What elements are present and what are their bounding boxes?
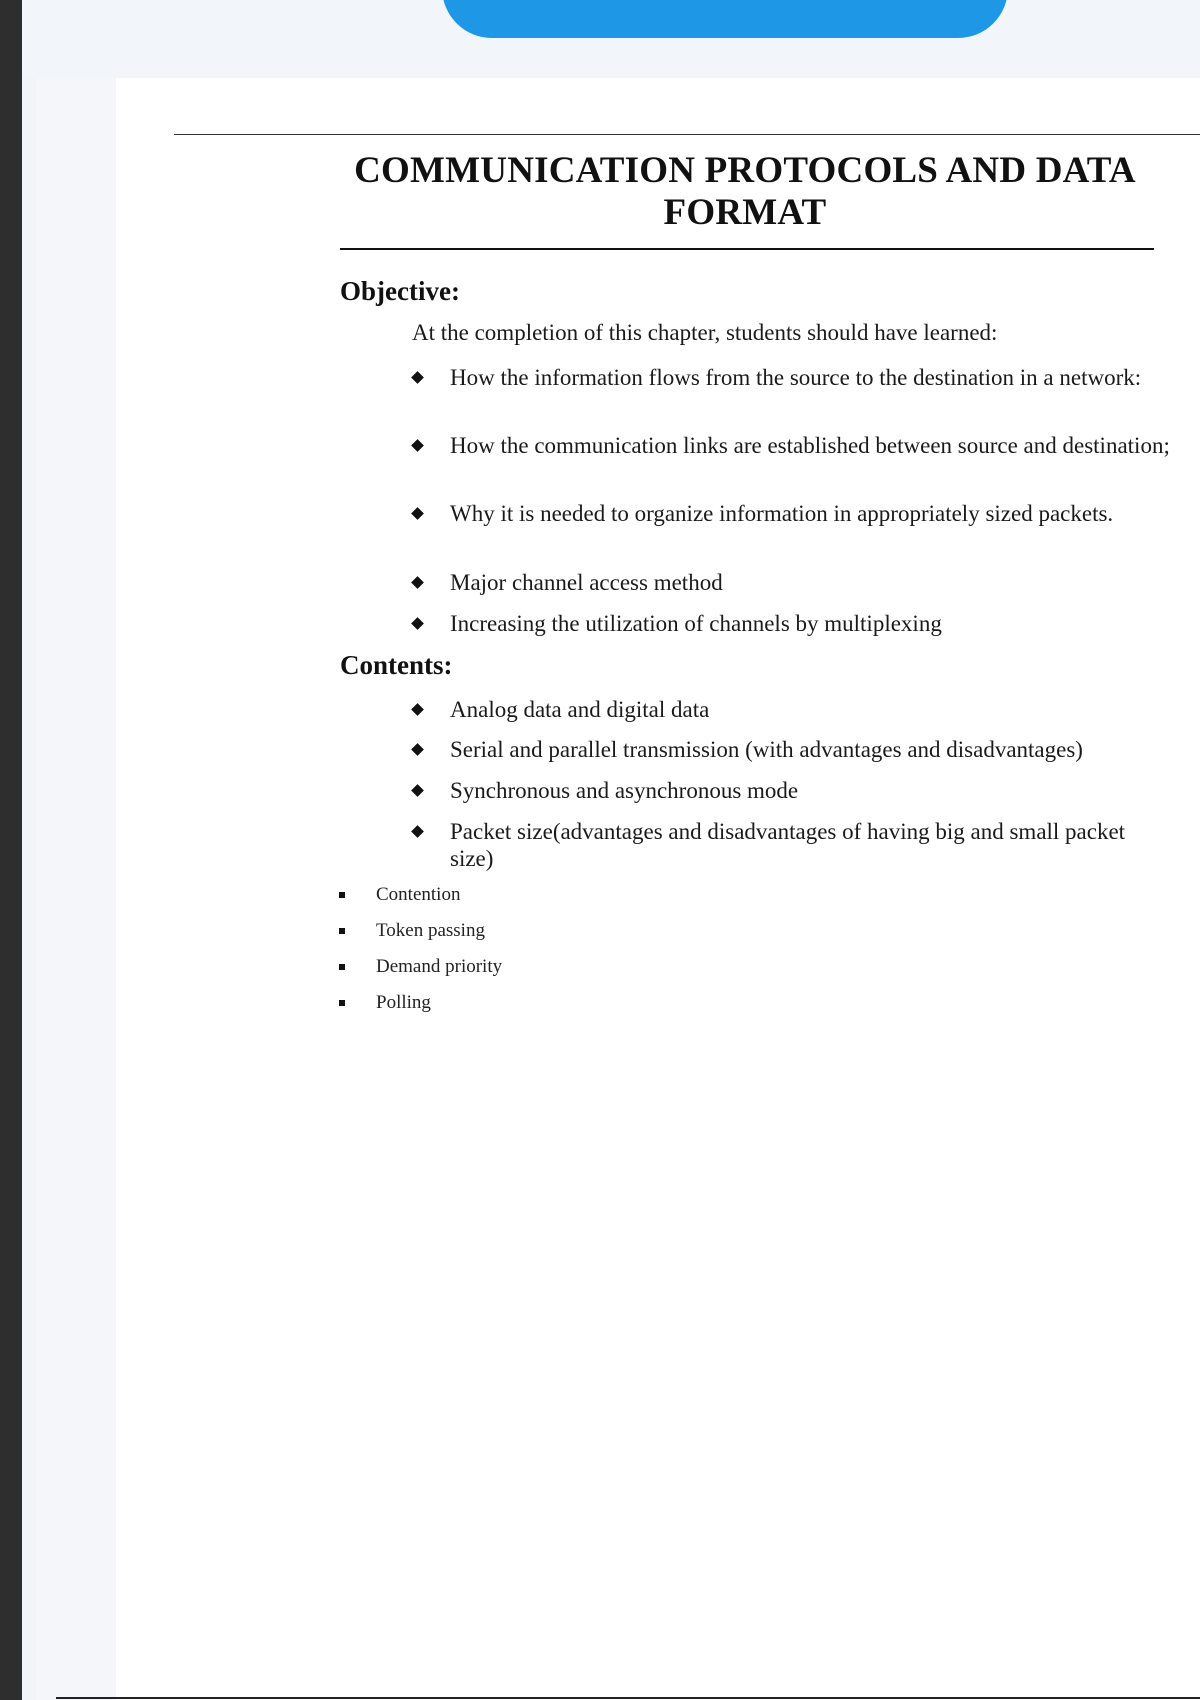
- list-item: Token passing: [338, 920, 502, 956]
- title-underline: [340, 248, 1154, 250]
- list-item: Analog data and digital data: [410, 696, 1190, 723]
- diamond-bullet-icon: [411, 439, 424, 452]
- square-bullet-icon: [339, 928, 345, 934]
- list-item: Synchronous and asynchronous mode: [410, 777, 1190, 804]
- diamond-bullet-icon: [411, 743, 424, 756]
- diamond-bullet-icon: [411, 371, 424, 384]
- diamond-bullet-icon: [411, 617, 424, 630]
- page-bottom-rule: [56, 1697, 1200, 1699]
- list-item: How the communication links are established between source and destination;: [410, 432, 1170, 459]
- viewer-left-strip: [0, 0, 22, 1700]
- objective-intro: At the completion of this chapter, students should have learned:: [412, 320, 998, 345]
- diamond-bullet-icon: [411, 576, 424, 589]
- diamond-bullet-icon: [411, 784, 424, 797]
- list-item: Contention: [338, 884, 502, 920]
- list-item: Increasing the utilization of channels by multiplexing: [410, 610, 1170, 637]
- page-margin: [36, 78, 116, 1700]
- list-item: Demand priority: [338, 956, 502, 992]
- objective-heading: Objective:: [340, 276, 460, 306]
- page-header-rule: [174, 134, 1200, 135]
- list-item: How the information flows from the source to the destination in a network:: [410, 364, 1170, 391]
- list-item: Polling: [338, 992, 502, 1028]
- document-title: COMMUNICATION PROTOCOLS AND DATA FORMAT: [354, 150, 1136, 233]
- access-methods-list: [338, 884, 502, 1028]
- list-item: Why it is needed to organize information in appropriately sized packets.: [410, 500, 1150, 527]
- diamond-bullet-icon: [411, 507, 424, 520]
- list-item: Serial and parallel transmission (with advantages and disadvantages): [410, 736, 1190, 763]
- square-bullet-icon: [339, 964, 345, 970]
- contents-heading: Contents:: [340, 650, 453, 680]
- diamond-bullet-icon: [411, 825, 424, 838]
- top-action-pill[interactable]: [442, 0, 1008, 38]
- list-item: Packet size(advantages and disadvantages of having big and small packet size): [410, 818, 1150, 872]
- diamond-bullet-icon: [411, 703, 424, 716]
- list-item: Major channel access method: [410, 569, 1170, 596]
- square-bullet-icon: [339, 892, 345, 898]
- square-bullet-icon: [339, 1000, 345, 1006]
